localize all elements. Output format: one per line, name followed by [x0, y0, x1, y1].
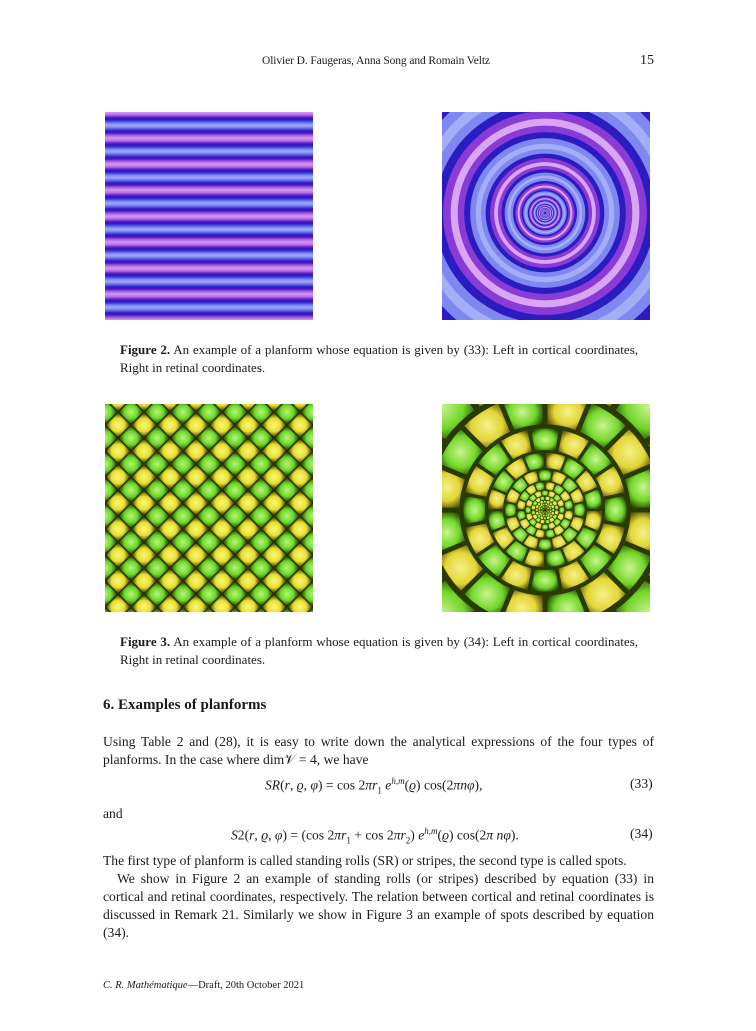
figure2-cortical-stripes-image [105, 112, 313, 320]
figure3-retinal-spots-image [442, 404, 650, 612]
equation-34: S2(r, ϱ, φ) = (cos $2\pi r_1 + \cos 2\pi r_2$) $e^{h,m}(ϱ)$ cos(2π nφ). [231, 826, 519, 846]
equation-33-number: (33) [630, 776, 653, 791]
section-heading: 6. Examples of planforms [103, 697, 267, 713]
paragraph-intro: Using Table 2 and (28), it is easy to write down the analytical expressions of the four types of planforms. In the case where dim𝒱 = 4, we have [103, 734, 654, 767]
paragraph-planform-types: The first type of planform is called standing rolls (SR) or stripes, the second type is called spots. [103, 853, 627, 868]
page-number: 15 [640, 53, 654, 68]
figure2-retinal-rings-image [442, 112, 650, 320]
footer-draft-date: —Draft, 20th October 2021 [187, 980, 305, 991]
figure2-caption [120, 341, 638, 377]
figure3-caption [120, 633, 638, 669]
paragraph-figure-description: We show in Figure 2 an example of standing rolls (or stripes) described by equation (33) in cortical and retinal coordinates, respectively. The relation between cortical and retinal coordinates is discussed in Remark 21. Similarly we show in Figure 3 an example of spots described by equation (34). [103, 871, 654, 940]
running-header-authors: Olivier D. Faugeras, Anna Song and Romain Veltz [262, 55, 490, 67]
figure2-caption-text: An example of a planform whose equation is given by (33): Left in cortical coordinates, Right in retinal coordinates. [120, 342, 638, 375]
figure3-caption-text: An example of a planform whose equation is given by (34): Left in cortical coordinates, Right in retinal coordinates. [120, 634, 638, 667]
figure2-label: Figure 2. [120, 342, 171, 357]
paragraph-and: and [103, 806, 123, 821]
equation-34-number: (34) [630, 826, 653, 841]
figure3-label: Figure 3. [120, 634, 171, 649]
footer-journal: C. R. Mathématique [103, 980, 188, 991]
footer [103, 980, 304, 991]
figure3-cortical-spots-image [105, 404, 313, 612]
equation-33: SR(r, ϱ, $\varphi) = \cos 2\pi r_1$ $e^{h,m}(ϱ)$ cos(2πnφ), [265, 776, 483, 796]
